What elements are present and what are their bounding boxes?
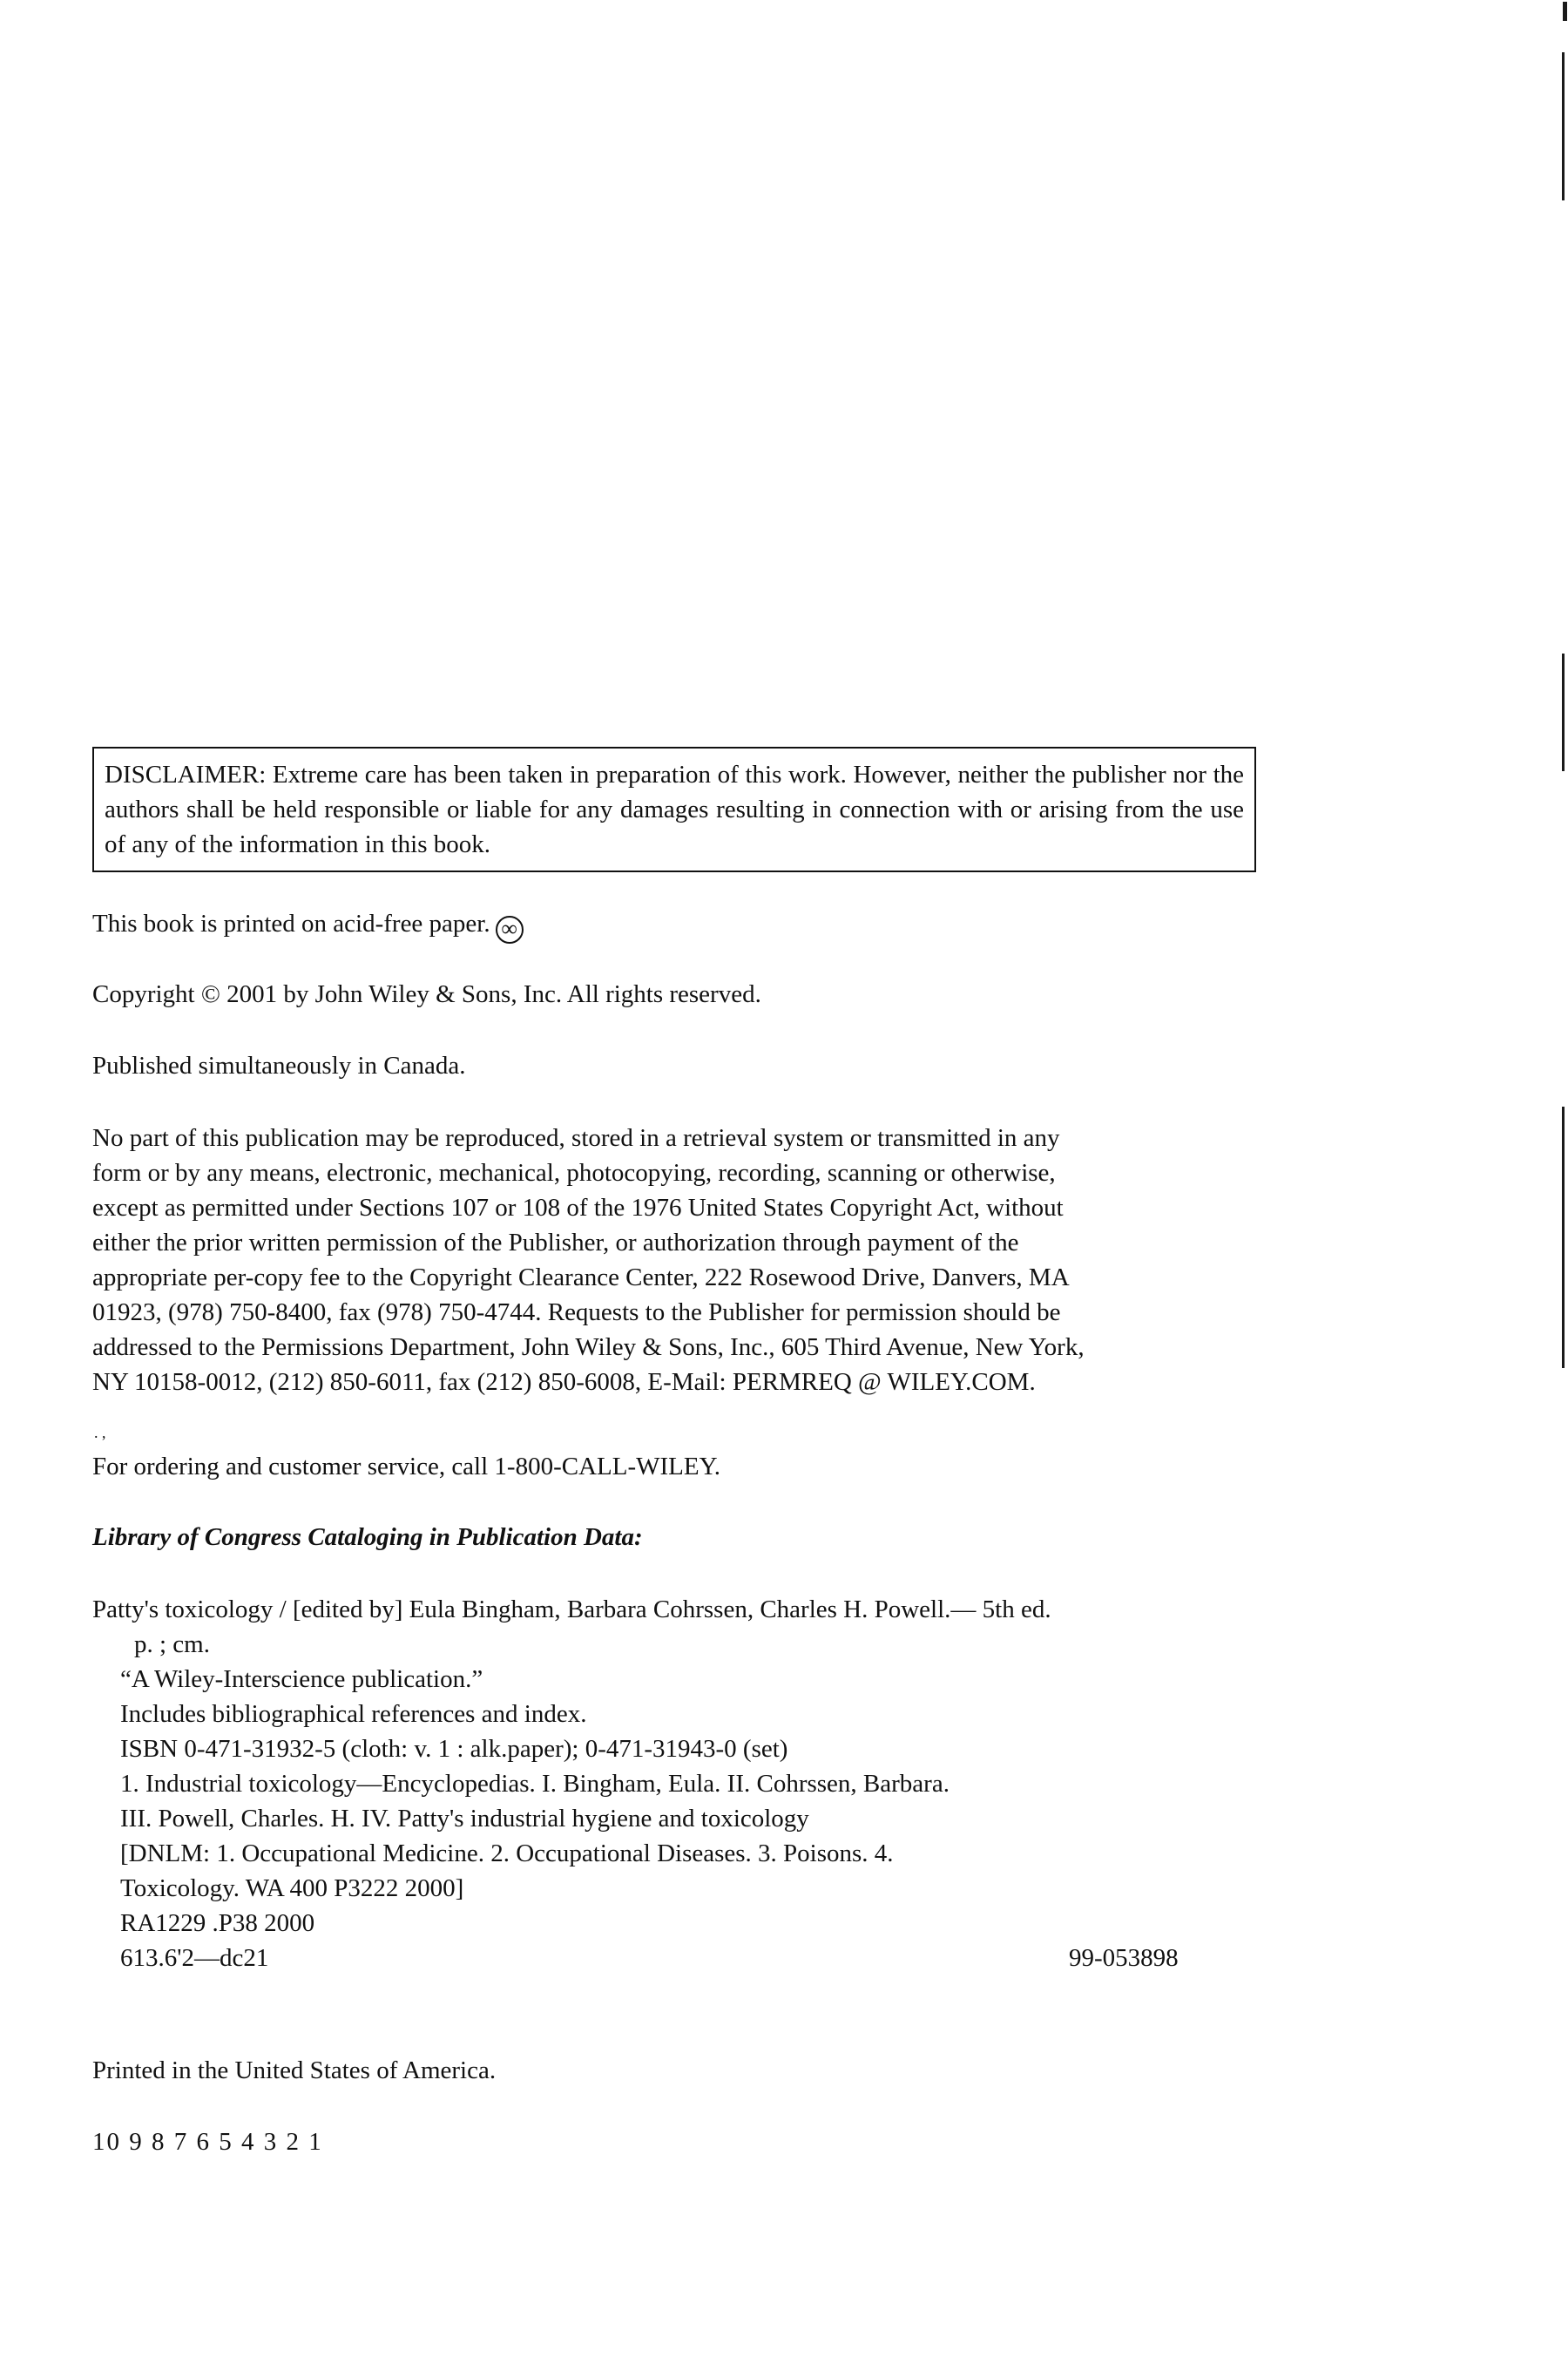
cip-line: Includes bibliographical references and index.: [120, 1700, 587, 1728]
stray-mark: . ,: [94, 1424, 106, 1441]
copyright-notice: Copyright © 2001 by John Wiley & Sons, Inc. All rights reserved.: [92, 980, 761, 1008]
cip-line: RA1229 .P38 2000: [120, 1909, 315, 1937]
acid-free-text: This book is printed on acid-free paper.: [92, 910, 490, 938]
cip-classification: 613.6'2—dc21: [120, 1944, 269, 1972]
disclaimer-text: DISCLAIMER: Extreme care has been taken in preparation of this work. However, neither the publisher nor the authors shall be held responsible or liable for any damages resulting in connection with or arising from the use of any of the information in this book.: [105, 761, 1244, 858]
cip-line: ISBN 0-471-31932-5 (cloth: v. 1 : alk.paper); 0-471-31943-0 (set): [120, 1735, 788, 1763]
cip-lccn: 99-053898: [1069, 1944, 1179, 1972]
cip-line: III. Powell, Charles. H. IV. Patty's industrial hygiene and toxicology: [120, 1805, 809, 1833]
cip-line: Patty's toxicology / [edited by] Eula Bingham, Barbara Cohrssen, Charles H. Powell.— 5th ed.: [92, 1595, 1051, 1623]
cip-data-block: [92, 1592, 1225, 1975]
rights-line: except as permitted under Sections 107 or 108 of the 1976 United States Copyright Act, without: [92, 1194, 1064, 1222]
cip-line: p. ; cm.: [134, 1630, 210, 1658]
rights-line: appropriate per-copy fee to the Copyright Clearance Center, 222 Rosewood Drive, Danvers, MA: [92, 1264, 1070, 1291]
rights-line: form or by any means, electronic, mechanical, photocopying, recording, scanning or otherwise,: [92, 1159, 1056, 1187]
infinity-icon: ∞: [496, 916, 524, 944]
scan-edge-mark: [1563, 2, 1567, 21]
cip-line: “A Wiley-Interscience publication.”: [120, 1665, 483, 1693]
rights-line: No part of this publication may be reproduced, stored in a retrieval system or transmitted in any: [92, 1124, 1060, 1152]
disclaimer-box: [92, 747, 1256, 872]
rights-line: either the prior written permission of the Publisher, or authorization through payment of the: [92, 1229, 1019, 1257]
acid-free-notice: [92, 906, 524, 944]
published-canada: Published simultaneously in Canada.: [92, 1052, 466, 1080]
printed-in: Printed in the United States of America.: [92, 2056, 497, 2084]
printing-line: 10 9 8 7 6 5 4 3 2 1: [92, 2128, 323, 2156]
scan-edge-mark: [1562, 1107, 1565, 1368]
rights-line: NY 10158-0012, (212) 850-6011, fax (212) 850-6008, E-Mail: PERMREQ @ WILEY.COM.: [92, 1368, 1036, 1396]
scan-edge-mark: [1562, 52, 1565, 200]
rights-line: addressed to the Permissions Department, John Wiley & Sons, Inc., 605 Third Avenue, New York,: [92, 1333, 1085, 1361]
rights-line: 01923, (978) 750-8400, fax (978) 750-4744. Requests to the Publisher for permission should be: [92, 1298, 1061, 1326]
cip-classification-row: [92, 1941, 1225, 1975]
cip-line: Toxicology. WA 400 P3222 2000]: [120, 1874, 464, 1902]
ordering-info: For ordering and customer service, call 1-800-CALL-WILEY.: [92, 1453, 721, 1480]
lc-cip-heading: Library of Congress Cataloging in Publication Data:: [92, 1523, 643, 1551]
cip-line: [DNLM: 1. Occupational Medicine. 2. Occupational Diseases. 3. Poisons. 4.: [120, 1839, 894, 1867]
rights-paragraph: [92, 1121, 1277, 1399]
scan-edge-mark: [1562, 654, 1565, 771]
cip-line: 1. Industrial toxicology—Encyclopedias. I. Bingham, Eula. II. Cohrssen, Barbara.: [120, 1770, 950, 1798]
